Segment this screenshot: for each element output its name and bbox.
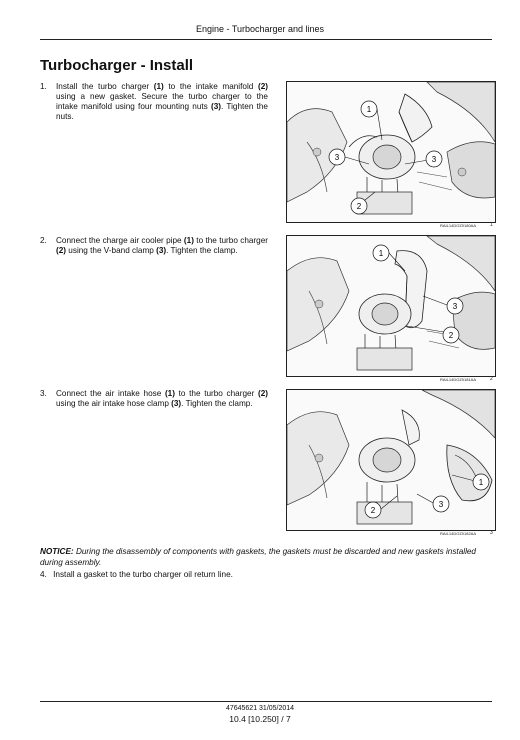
step-4	[40, 570, 233, 579]
step-text: Install the turbo charger (1) to the intake manifold (2) using a new gasket. Secure the turbo charger to the intake manifold using four mounting nuts (3). Tighten the nuts.	[56, 82, 268, 121]
page-number: 10.4 [10.250] / 7	[229, 714, 291, 724]
step-3	[40, 389, 268, 409]
step-text: Connect the charge air cooler pipe (1) to the turbo charger (2) using the V-band clamp (3). Tighten the clamp.	[56, 236, 268, 255]
header-rule	[40, 39, 492, 40]
figure-1	[286, 81, 496, 223]
callout-label: 3	[438, 500, 444, 509]
figure-2	[286, 235, 496, 377]
notice-label: NOTICE:	[40, 547, 74, 556]
document-id: 47645621 31/05/2014	[225, 705, 295, 712]
running-header: Engine - Turbocharger and lines	[195, 24, 325, 34]
callout-label: 1	[478, 478, 484, 487]
figure-3	[286, 389, 496, 531]
footer-rule	[40, 701, 492, 702]
notice	[40, 546, 492, 568]
step-number: 2.	[40, 236, 47, 245]
callout-label: 3	[431, 155, 437, 164]
figure-code: RAIL14DOZ0182AA	[440, 531, 477, 536]
step-number: 1.	[40, 82, 47, 91]
step-number: 3.	[40, 389, 47, 398]
step-text: Connect the air intake hose (1) to the turbo charger (2) using the air intake hose clamp (3). Tighten the clamp.	[56, 389, 268, 408]
step-text: Install a gasket to the turbo charger oil return line.	[53, 570, 233, 579]
engine-illustration	[287, 390, 495, 530]
callout-label: 1	[378, 249, 384, 258]
page-title: Turbocharger - Install	[40, 57, 194, 74]
figure-code: RAIL14DOZ0180AA	[440, 223, 477, 228]
callout-label: 2	[448, 331, 454, 340]
step-number: 4.	[40, 570, 47, 579]
callout-label: 2	[370, 506, 376, 515]
figure-number: 2	[490, 376, 493, 382]
notice-text: During the disassembly of components with gaskets, the gaskets must be discarded and new gaskets installed during assembly.	[40, 547, 476, 567]
callout-label: 1	[366, 105, 372, 114]
figure-code: RAIL14DOZ0181AA	[440, 377, 477, 382]
step-1	[40, 82, 268, 122]
callout-label: 3	[334, 153, 340, 162]
figure-number: 1	[490, 222, 493, 228]
callout-label: 2	[356, 202, 362, 211]
engine-illustration	[287, 236, 495, 376]
engine-illustration	[287, 82, 495, 222]
figure-number: 3	[490, 530, 493, 536]
callout-label: 3	[452, 302, 458, 311]
step-2	[40, 236, 268, 256]
